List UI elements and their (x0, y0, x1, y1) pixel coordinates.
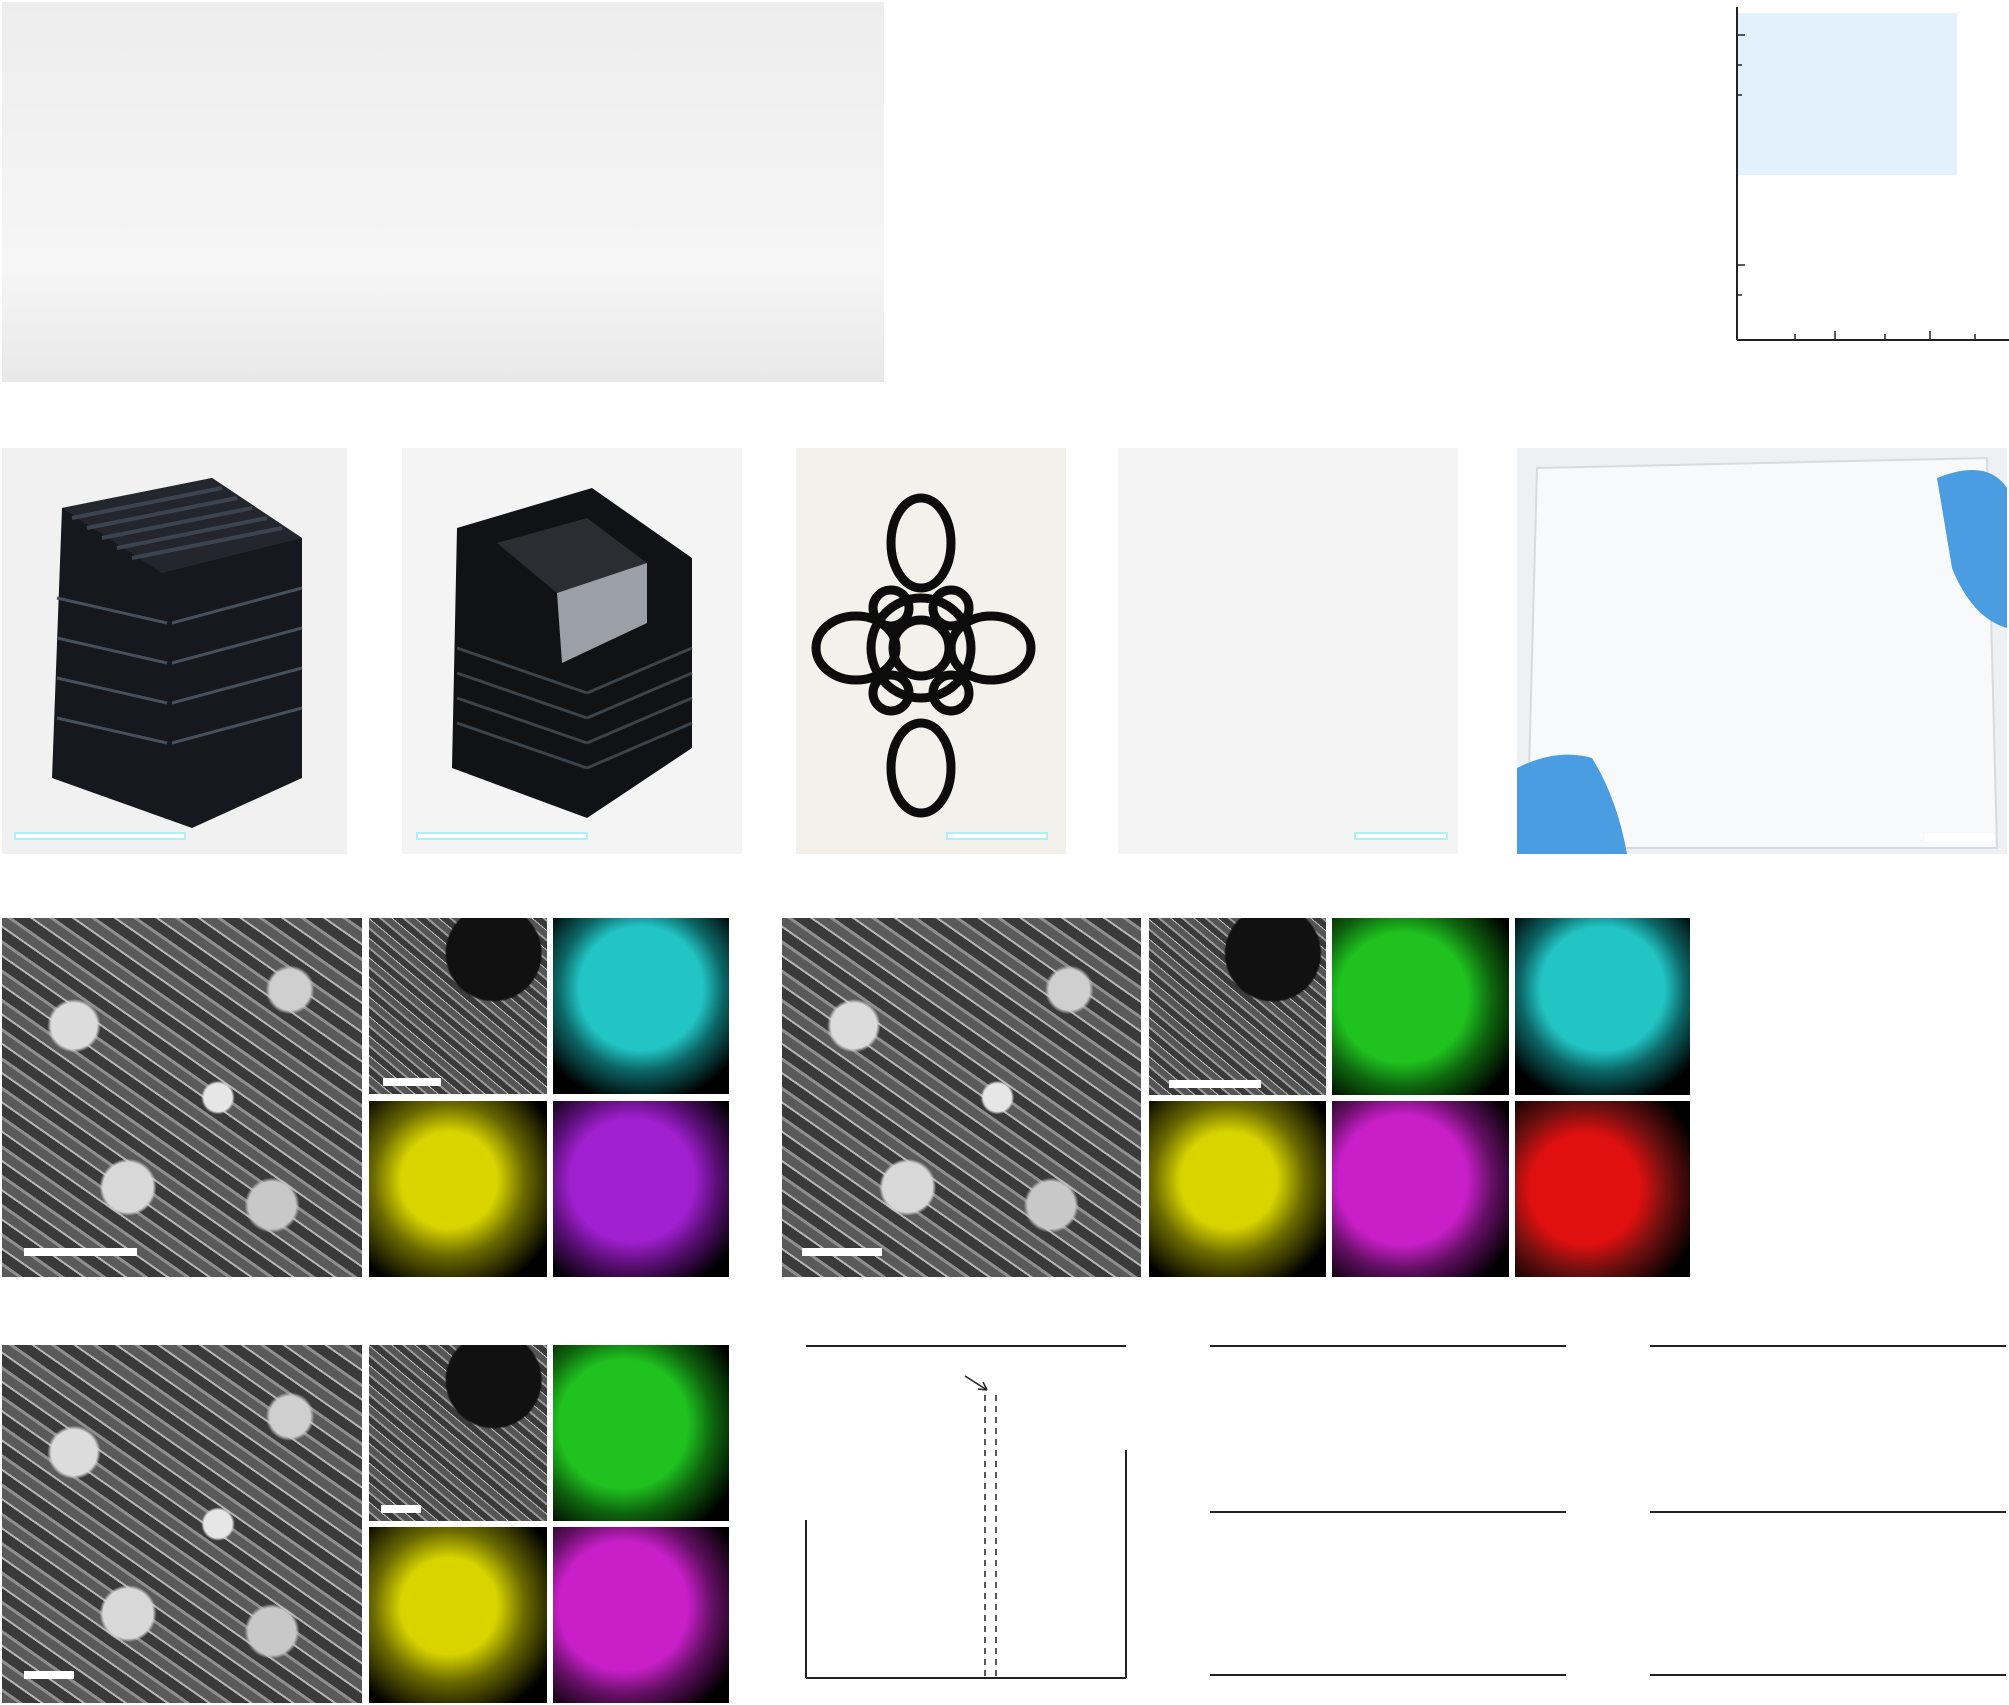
vials-photo (2, 2, 884, 382)
eds-map-yellow-1 (369, 1101, 547, 1277)
scale-bar (802, 1248, 882, 1256)
scale-bar (416, 832, 588, 840)
scale-bar (1925, 833, 1995, 841)
scale-bar (1354, 832, 1448, 840)
scale-bar (24, 1248, 137, 1256)
sem-detail-3 (369, 1345, 547, 1521)
spectrum-left-svg (800, 1340, 1130, 1680)
scale-bar (14, 832, 186, 840)
sem-image-3 (2, 1345, 362, 1703)
print-hollow-cube (402, 448, 742, 854)
eds-map-green-3 (553, 1345, 729, 1521)
hollow-cube-svg (402, 448, 742, 854)
rheology-plot-frame (1735, 5, 2009, 345)
scale-bar (383, 1078, 441, 1086)
eds-map-purple-1 (553, 1101, 729, 1277)
knot-svg (796, 448, 1066, 854)
eds-map-yellow-2 (1149, 1101, 1326, 1277)
film-svg (1517, 448, 2007, 854)
eds-map-cyan-2 (1515, 918, 1690, 1095)
spectrum-panel-right (1650, 1340, 2009, 1685)
spectrum-panel-mid (1210, 1340, 1570, 1685)
scale-bar (946, 832, 1048, 840)
spectrum-panel-left (800, 1340, 1130, 1680)
shaded-region (1737, 13, 1957, 175)
print-lattice-cube (2, 448, 347, 854)
spectrum-mid-svg (1210, 1340, 1570, 1685)
scale-bar (24, 1671, 74, 1679)
print-crann-lines (1118, 448, 1458, 854)
sem-image-1 (2, 918, 362, 1277)
eds-map-green-2 (1332, 918, 1509, 1095)
eds-map-magenta-3 (553, 1527, 729, 1703)
eds-map-yellow-3 (369, 1527, 547, 1703)
scale-bar (1169, 1080, 1261, 1088)
rheology-plot-svg (1735, 5, 2009, 345)
print-interdigitated-film (1517, 448, 2007, 854)
sem-image-2 (782, 918, 1141, 1277)
vials-svg (2, 2, 884, 382)
eds-map-magenta-2 (1332, 1101, 1509, 1277)
scale-bar (381, 1505, 421, 1513)
lines-svg (1118, 448, 1458, 854)
spectrum-right-svg (1650, 1340, 2009, 1685)
sem-detail-2 (1149, 918, 1326, 1095)
eds-map-cyan-1 (553, 918, 729, 1094)
lattice-cube-svg (2, 448, 347, 854)
sem-detail-1 (369, 918, 547, 1094)
print-chinese-knot (796, 448, 1066, 854)
eds-map-red-2 (1515, 1101, 1690, 1277)
